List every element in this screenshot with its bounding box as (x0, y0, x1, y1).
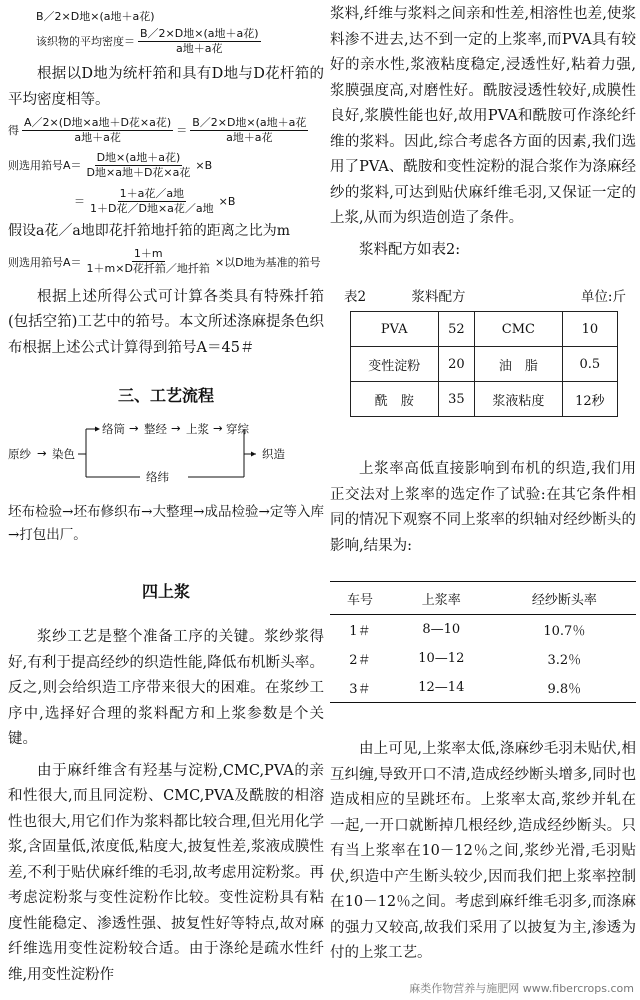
sizing-recipe-table (350, 311, 618, 417)
paragraph: 假设a花／a地即花扦筘地扦筘的距离之比为m (8, 223, 290, 239)
formula-text: B／2×D地×(a地＋a花) (36, 10, 155, 23)
formula-equation: 得 $\frac{\text{A／2×(D地×a地＋D花×a花)}}{\text{a地＋a花}}$ ＝ $\frac{\text{B／2×D地×(a地＋a花}}{\text{a地＋a花}}$ (8, 115, 307, 144)
formula-suffix: ×B (218, 194, 236, 208)
table-row (330, 673, 636, 703)
table-caption-row (344, 285, 626, 305)
numerator: A／2×(D地×a地＋D花×a花) (24, 115, 172, 129)
table-row (351, 382, 618, 417)
paragraph: 由于麻纤维含有羟基与淀粉,CMC,PVA的亲和性很大,而且同淀粉、CMC,PVA及酰胺的相溶性也很大,用它们作为浆料都比较合理,但光用化学浆,含固量低,浓度低,粘度大,披复性差,浆液成膜性差,不利于贴伏麻纤维的毛羽,故考虑用淀粉浆。再考虑淀粉浆与变性淀粉作比较。变性淀粉具有粘度性能稳定、渗透性强、披复性好等特点,故对麻纤维选用变性淀粉较合适。由于涤纶是疏水性纤维,用变性淀粉作 (8, 762, 324, 983)
denominator: a地＋a花 (226, 130, 273, 144)
numerator: D地×(a地＋a花) (96, 150, 181, 164)
table-unit: 单位:斤 (580, 289, 626, 305)
denominator: 1＋m×D花扦筘／地扦筘 (86, 262, 210, 275)
table-cell: 2＃ (349, 653, 371, 668)
numerator: 1＋m (133, 247, 163, 260)
fraction (85, 247, 212, 276)
fraction (88, 187, 216, 216)
table-cell: 35 (438, 382, 475, 417)
table-header-cell: 上浆率 (390, 582, 493, 615)
flow-drawing-in: 穿综 (226, 422, 249, 436)
watermark-text: 麻类作物营养与施肥网 www.fibercrops.com (409, 982, 634, 995)
process-flow-diagram: 原纱 → 染色 络筒 → 整经 → 上浆 → 穿综 络纬 织造 (8, 417, 324, 487)
paragraph: 浆纱工艺是整个准备工序的关键。浆纱浆得好,有利于提高经纱的织造性能,降低布机断头率。反之,则会给织造工序带来很大的困难。在浆纱工序中,选择好合理的浆料配方和上浆参数是个关键。 (8, 629, 324, 747)
paragraph: 浆料配方如表2: (359, 241, 461, 258)
formula-prefix: 则选用筘号A＝ (8, 159, 82, 172)
table-cell: 酰 胺 (351, 382, 439, 417)
formula-suffix: ×以D地为基准的筘号 (214, 255, 321, 269)
paragraph: 由上可见,上浆率太低,涤麻纱毛羽未贴伏,相互纠缠,导致开口不清,造成经纱断头增多,同时也造成相应的呈跳坯布。上浆率太高,浆纱并轧在一起,一开口就断掉几根经纱,造成经纱断头。只有当上浆率在10－12％之间,浆纱光滑,毛羽贴伏,织造中产生断头较少,因而我们把上浆率控制在10－12％之间。考虑到麻纤维毛羽多,而涤麻的强力又较高,故我们采用了以披复为主,渗透为付的上浆工艺。 (330, 741, 636, 961)
formula-prefix: 则选用筘号A＝ (8, 255, 82, 269)
flow-raw-yarn: 原纱 (8, 447, 31, 461)
table-header-cell: 经纱断头率 (493, 582, 636, 615)
numerator: B／2×D地×(a地＋a花 (192, 115, 307, 129)
table-cell: 浆液粘度 (475, 382, 563, 417)
table-title: 浆料配方 (411, 289, 466, 305)
formula-prefix: ＝ (74, 195, 85, 208)
table-cell: 8—10 (422, 622, 461, 637)
sizing-rate-results-table (330, 581, 636, 703)
flow-warping: 整经 (144, 422, 167, 436)
table-cell: 0.5 (562, 347, 617, 382)
section-heading: 四上浆 (141, 582, 190, 601)
flow-weft-winding: 络纬 (146, 470, 169, 484)
table-cell: 20 (438, 347, 475, 382)
paragraph: 根据上述所得公式可计算各类具有特殊扦筘(包括空筘)工艺中的筘号。本文所述涤麻提条色织布根据上述公式计算得到筘号A＝45＃ (8, 288, 324, 356)
formula-line-1 (8, 8, 324, 24)
table-number: 表2 (344, 289, 367, 305)
paragraph: 坯布检验→坯布修织布→大整理→成品检验→定等入库→打包出厂。 (8, 504, 324, 543)
table-cell: CMC (475, 312, 563, 347)
table-row (330, 644, 636, 673)
formula-suffix: ×B (195, 158, 213, 172)
fraction (85, 151, 193, 180)
table-cell: 油 脂 (475, 347, 563, 382)
formula-prefix: 该织物的平均密度＝ (36, 35, 135, 48)
paragraph: 根据以D地为统杆筘和具有D地与D花杆筘的平均密度相等。 (8, 66, 324, 108)
table-cell: 10.7％ (543, 624, 586, 639)
table-cell: 1＃ (349, 624, 371, 639)
flow-weaving: 织造 (262, 447, 285, 461)
fraction (138, 27, 261, 56)
denominator: D地×a地＋D花×a花 (86, 165, 191, 179)
table-row (351, 312, 618, 347)
formula-average-density (8, 24, 324, 58)
table-cell: 10—12 (418, 651, 465, 666)
right-column (330, 0, 636, 967)
table-cell: 3.2％ (547, 653, 582, 668)
paragraph: 上浆率高低直接影响到布机的织造,我们用正交法对上浆率的选定作了试验:在其它条件相同的情况下观察不同上浆率的织轴对经纱断头的影响,结果为: (330, 461, 636, 554)
table-cell: 变性淀粉 (351, 347, 439, 382)
denominator: 1＋D花／D地×a花／a地 (90, 201, 214, 215)
numerator: B／2×D地×(a地＋a花) (140, 26, 259, 40)
table-cell: 9.8％ (493, 673, 636, 703)
table-row (351, 347, 618, 382)
denominator: a地＋a花 (176, 41, 223, 55)
table-row (330, 615, 636, 645)
table-cell: 12—14 (390, 673, 493, 703)
table-cell: 52 (438, 312, 475, 347)
left-column (8, 0, 324, 988)
paragraph: 浆料,纤维与浆料之间亲和性差,相溶性也差,使浆料渗不进去,达不到一定的上浆率,而PVA具有较好的亲水性,浆液粘度稳定,浸透性好,粘着力强,浆膜强度高,对磨性好。酰胺浸透性较好,成膜性良好,浆膜性能也好,故用PVA和酰胺可作涤纶纤维的浆料。因此,综合考虑各方面的因素,我们选用了PVA、酰胺和变性淀粉的混合浆作为涤麻经纱的浆料,可达到贴伏麻纤维毛羽,又保证一定的上浆,从而为织造创造了条件。 (330, 6, 636, 226)
table-cell: 3＃ (330, 673, 390, 703)
table-cell: 10 (562, 312, 617, 347)
fraction (22, 116, 173, 145)
flow-sizing: 上浆 (186, 422, 209, 436)
formula-reed-number-simplified (8, 183, 324, 219)
fraction (190, 116, 308, 145)
table-header-cell: 车号 (330, 582, 390, 615)
denominator: a地＋a花 (74, 130, 121, 144)
formula-reed-number-m (8, 245, 324, 279)
formula-reed-number (8, 147, 324, 183)
flow-dyeing: 染色 (52, 447, 75, 461)
formula-prefix: 得 (8, 124, 19, 137)
numerator: 1＋a花／a地 (119, 186, 185, 200)
flow-winding: 络筒 (102, 422, 125, 436)
section-heading: 三、工艺流程 (117, 386, 214, 405)
table-cell: PVA (351, 312, 439, 347)
table-cell: 12秒 (562, 382, 617, 417)
